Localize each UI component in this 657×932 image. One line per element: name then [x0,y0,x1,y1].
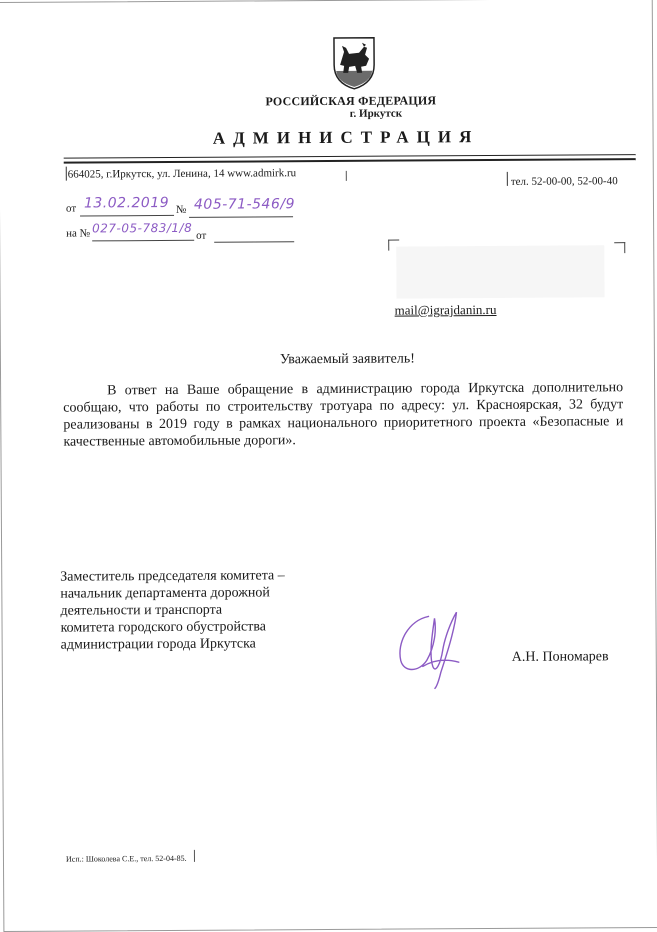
position-line: комитета городского обустройства [60,619,266,636]
date-line [80,215,174,217]
irkutsk-coat-of-arms-icon [331,35,377,91]
reference-value: 027-05-783/1/8 [92,220,193,236]
organization-address: 664025, г.Иркутск, ул. Ленина, 14 www.admirk.ru [67,167,297,181]
date-value: 13.02.2019 [83,194,170,212]
field-marker [346,171,347,181]
reference-label: на № [66,227,91,240]
signatory-position [60,567,321,654]
number-line [189,216,293,218]
organization-title: АДМИНИСТРАЦИЯ [212,127,480,148]
signatory-name: А.Н. Пономарев [511,649,609,665]
organization-phone: тел. 52-00-00, 52-00-40 [510,175,618,188]
redacted-recipient [396,245,604,298]
reference-date-label: от [196,229,207,242]
reference-date-line [214,241,294,242]
executor-info: Исп.: Шоколева С.Е., тел. 52-04-85. [65,853,187,864]
country-name: РОССИЙСКАЯ ФЕДЕРАЦИЯ [265,93,437,109]
handwritten-signature [388,602,473,693]
letter-greeting: Уважаемый заявитель! [279,351,415,368]
position-line: администрации города Иркутска [60,636,256,653]
position-line: деятельности и транспорта [60,602,223,619]
city-name: г. Иркутск [349,107,403,120]
executor-marker [194,850,195,862]
number-value: 405-71-546/9 [193,196,296,213]
reference-line [92,240,194,242]
number-label: № [175,203,187,216]
letter-body: В ответ на Ваше обращение в администрацию города Иркутска дополнительно сообщаю, что работы по строительству тротуара по адресу: ул. Красноярская, 32 будут реализованы в 2019 году в рамках национального приоритетного проекта «Безопасные и качественные автомобильные дороги». [63,380,624,450]
address-box-corner-right [614,242,625,253]
position-line: начальник департамента дорожной [60,585,270,602]
phone-marker [507,172,508,186]
address-marker [66,167,67,181]
recipient-email: mail@igrajdanin.ru [394,301,497,318]
position-line: Заместитель председателя комитета – [60,568,285,585]
header-rule-thick [64,158,636,163]
date-label: от [65,202,77,215]
